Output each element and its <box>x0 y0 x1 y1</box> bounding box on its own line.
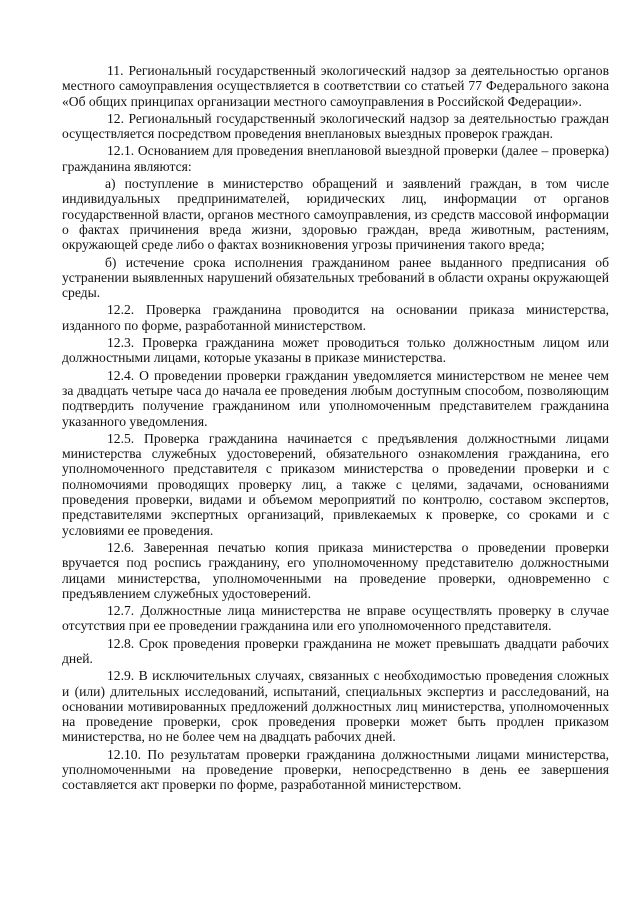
paragraph-12-1-a: а) поступление в министерство обращений и заявлений граждан, в том числе индивидуальных предпринимателей, юридических лиц, информации от органов государственной власти, органов местного самоуправления, из средств массовой информации о фактах причинения вреда жизни, здоровью граждан, вреда животным, растениям, окружающей среде либо о фактах возникновения угрозы причинения такого вреда; <box>62 176 609 253</box>
paragraph-12-9: 12.9. В исключительных случаях, связанных с необходимостью проведения сложных и (или) длительных исследований, испытаний, специальных экспертиз и расследований, на основании мотивированных предложений должностных лиц министерства, уполномоченных на проведение проверки, срок проведения проверки может быть продлен приказом министерства, но не более чем на двадцать рабочих дней. <box>62 668 609 745</box>
paragraph-12-5: 12.5. Проверка гражданина начинается с предъявления должностными лицами министерства служебных удостоверений, обязательного ознакомления гражданина, его уполномоченного представителя с приказом министерства о проведении проверки и с полномочиями проводящих проверку лиц, а также с целями, задачами, основаниями проведения проверки, видами и объемом мероприятий по контролю, составом экспертов, представителями экспертных организаций, привлекаемых к проверке, со сроками и с условиями ее проведения. <box>62 430 609 538</box>
paragraph-12-8: 12.8. Срок проведения проверки гражданина не может превышать двадцати рабочих дней. <box>62 635 609 666</box>
paragraph-12-4: 12.4. О проведении проверки гражданин уведомляется министерством не менее чем за двадцать четыре часа до начала ее проведения любым доступным способом, позволяющим подтвердить получение гражданином или уполномоченным представителем гражданина указанного уведомления. <box>62 367 609 429</box>
paragraph-12-6: 12.6. Заверенная печатью копия приказа министерства о проведении проверки вручается под роспись гражданину, его уполномоченному представителю должностными лицами министерства, уполномоченными на проведение проверки, одновременно с предъявлением служебных удостоверений. <box>62 539 609 601</box>
paragraph-12-7: 12.7. Должностные лица министерства не вправе осуществлять проверку в случае отсутствия при ее проведении гражданина или его уполномоченного представителя. <box>62 603 609 634</box>
paragraph-12-2: 12.2. Проверка гражданина проводится на основании приказа министерства, изданного по форме, разработанной министерством. <box>62 302 609 333</box>
paragraph-12-1-b: б) истечение срока исполнения гражданином ранее выданного предписания об устранении выявленных нарушений обязательных требований в области охраны окружающей среды. <box>62 254 609 301</box>
paragraph-12-3: 12.3. Проверка гражданина может проводиться только должностным лицом или должностными лицами, которые указаны в приказе министерства. <box>62 335 609 366</box>
paragraph-11: 11. Региональный государственный экологический надзор за деятельностью органов местного самоуправления осуществляется в соответствии со статьей 77 Федерального закона «Об общих принципах организации местного самоуправления в Российской Федерации». <box>62 63 609 109</box>
paragraph-12-1: 12.1. Основанием для проведения внеплановой выездной проверки (далее – проверка) гражданина являются: <box>62 143 609 174</box>
paragraph-12: 12. Региональный государственный экологический надзор за деятельностью граждан осуществляется посредством проведения внеплановых выездных проверок граждан. <box>62 110 609 142</box>
paragraph-12-10: 12.10. По результатам проверки гражданина должностными лицами министерства, уполномоченными на проведение проверки, непосредственно в день ее завершения составляется акт проверки по форме, разработанной министерством. <box>62 746 609 793</box>
